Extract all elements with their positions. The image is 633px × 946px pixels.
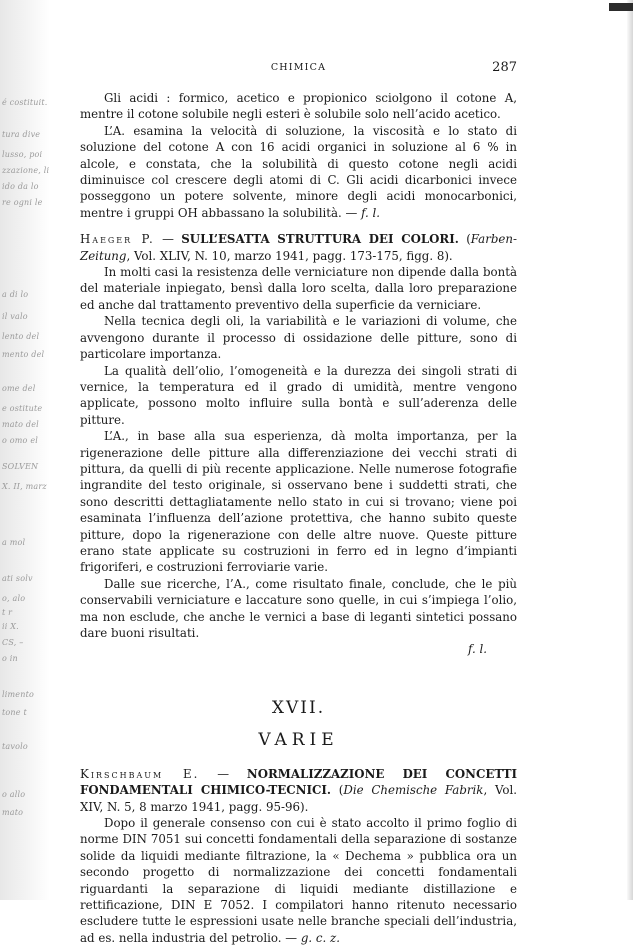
journal-name: Die Chemische Fabrik	[343, 783, 484, 798]
signature: f. l.	[361, 205, 381, 220]
margin-fragment: e ostitute	[2, 404, 43, 413]
text-block	[80, 90, 517, 946]
paragraph: L’A., in base alla sua esperienza, dà molta importanza, per la rigenerazione delle pitture alla differenziazione dei vecchi strati di pittura, da quelli di più recente applicazione. Nelle numerose fotografie ingrandite del testo originale, si osservano bene i suddetti strati, che sono descritti dettagliatamente nello stato in cui si trovano; viene poi esaminata l’influenza dell’azione protettiva, che hanno subito queste pitture, dopo la rigenerazione con delle altre nuove. Queste pitture erano state applicate su costruzioni in ferro ed in legno d’impianti frigoriferi, e costruzioni ferroviarie varie.	[80, 429, 517, 575]
margin-fragment: X. II, marz	[2, 482, 47, 491]
binding-gutter	[0, 0, 50, 900]
article-title: NORMALIZZAZIONE DEI CONCETTI FONDAMENTALI CHIMICO-TECNICI.	[80, 766, 518, 798]
article-heading: Kirschbaum E. — NORMALIZZAZIONE DEI CONCETTI FONDAMENTALI CHIMICO-TECNICI. (Die Chemische Fabrik, Vol. XIV, N. 5, 8 marzo 1941, pagg. 95-96).	[80, 766, 518, 814]
margin-fragment: re ogni le	[2, 198, 43, 207]
citation: , Vol. XLIV, N. 10, marzo 1941, pagg. 173-175, figg. 8).	[126, 248, 453, 263]
margin-fragment: CS, –	[2, 638, 24, 647]
margin-fragment: tone t	[2, 708, 27, 717]
paragraph: In molti casi la resistenza delle verniciature non dipende dalla bontà del materiale inpiegato, bensì dalla loro scelta, dalla loro preparazione ed anche dal trattamento preventivo della superficie da verniciare.	[80, 265, 517, 312]
margin-fragment: SOLVEN	[2, 462, 39, 471]
section-title: VARIE	[258, 729, 339, 750]
paragraph: Nella tecnica degli oli, la variabilità e le variazioni di volume, che avvengono durante il processo di ossidazione delle pitture, sono di particolare importanza.	[80, 314, 517, 362]
page-number: 287	[492, 60, 517, 75]
journal-name: Farben-Zeitung	[80, 232, 517, 263]
margin-fragment: ati solv	[2, 574, 33, 583]
margin-fragment: é costituit.	[2, 98, 48, 107]
paragraph: Dalle sue ricerche, l’A., come risultato finale, conclude, che le più conservabili verniciature e laccature sono quelle, in cui s’impiega l’olio, ma non esclude, che anche le vernici a base di leganti sintetici possano dare buoni risultati.	[80, 576, 517, 640]
margin-fragment: a di lo	[2, 290, 29, 299]
article-author: Kirschbaum E.	[80, 766, 200, 781]
margin-fragment: a mol	[2, 538, 26, 547]
margin-fragment: lento del	[2, 332, 40, 341]
margin-fragment: tura dive	[2, 130, 41, 139]
article-heading: Haeger P. — SULL’ESATTA STRUTTURA DEI COLORI. (Farben-Zeitung, Vol. XLIV, N. 10, marzo 1941, pagg. 173-175, figg. 8).	[80, 232, 517, 263]
margin-fragment: ome del	[2, 384, 36, 393]
page-edge-shadow	[627, 0, 633, 900]
margin-fragment: lusso, poi	[2, 150, 43, 159]
page-edge-mark	[609, 3, 633, 11]
paragraph-text: L’A. esamina la velocità di soluzione, la viscosità e lo stato di soluzione del cotone A con 16 acidi organici in soluzione al 6 % in alcole, e constata, che la solubilità di questo cotone negli acidi diminuisce col crescere degli atomi di C. Gli acidi dicarbonici invece posseggono un potere solvente, minore degli acidi monocarbonici, mentre i gruppi OH abbassano la solubilità. —	[80, 123, 517, 220]
margin-fragment: mento del	[2, 350, 45, 359]
section-number: XVII.	[271, 697, 326, 718]
margin-fragment: o in	[2, 654, 18, 663]
article-title: SULL’ESATTA STRUTTURA DEI COLORI.	[181, 232, 459, 247]
margin-fragment: t r	[2, 608, 13, 617]
paragraph-text: Dopo il generale consenso con cui è stato accolto il primo foglio di norme DIN 7051 sui concetti fondamentali della separazione di sostanze solide da liquidi mediante filtrazione, la « Dechema » pubblica ora un secondo progetto di normalizzazione dei concetti fondamentali riguardanti la separazione di liquidi mediante distillazione e rettificazione, DIN E 7052. I compilatori hanno ritenuto necessario escludere tutte le espressioni usate nelle branche speciali dell’industria, ad es. nella industria del petrolio. —	[80, 816, 517, 945]
paragraph: Gli acidi : formico, acetico e propionico sciolgono il cotone A, mentre il cotone solubile negli esteri è solubile solo nell’acido acetico.	[80, 91, 517, 122]
margin-fragment: ido da lo	[2, 182, 39, 191]
signature: f. l.	[468, 642, 487, 657]
paragraph	[80, 123, 517, 221]
margin-fragment: il valo	[2, 312, 28, 321]
running-head	[80, 60, 517, 76]
margin-fragment: mato	[2, 808, 24, 817]
running-head-title: CHIMICA	[270, 62, 327, 73]
margin-fragment: o, alo	[2, 594, 26, 603]
margin-fragment: zzazione, li	[2, 166, 50, 175]
margin-fragment: tavolo	[2, 742, 28, 751]
paragraph: La qualità dell’olio, l’omogeneità e la durezza dei singoli strati di vernice, la temperatura ed il grado di umidità, mentre vengono applicate, possono molto influire sulla bontà e sull’aderenza delle pitture.	[80, 363, 517, 427]
paragraph	[80, 815, 517, 946]
heading-dash: —	[199, 766, 247, 781]
margin-fragment: ii X.	[2, 622, 19, 631]
margin-fragment: mato del	[2, 420, 39, 429]
margin-fragment: o omo el	[2, 436, 39, 445]
margin-fragment: o allo	[2, 790, 26, 799]
citation: , Vol. XIV, N. 5, 8 marzo 1941, pagg. 95-96).	[80, 783, 518, 814]
article-author: Haeger P.	[80, 232, 155, 247]
signature: g. c. z.	[300, 930, 340, 945]
heading-dash: —	[154, 232, 182, 247]
margin-fragment: limento	[2, 690, 35, 699]
